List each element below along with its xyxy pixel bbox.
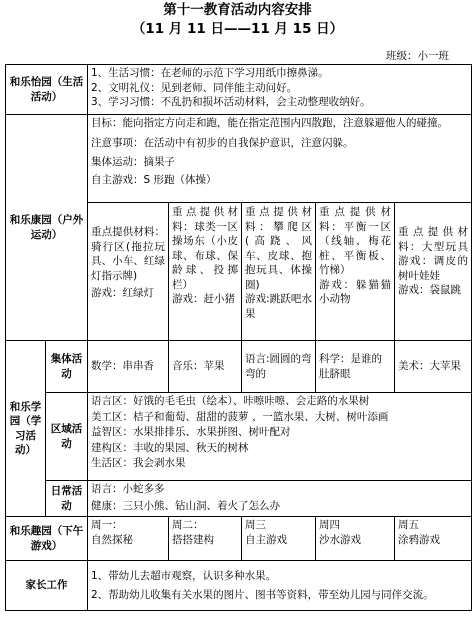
daily-activity-content [88, 481, 472, 517]
outdoor-caution: 注意事项：在活动中有初步的自我保护意识，注意闪躲。 [91, 136, 354, 149]
afternoon-game: 搭搭建构 [172, 533, 214, 546]
life-head: 和乐怡园（生活活动） [6, 65, 88, 115]
afternoon-day: 周五 [398, 519, 419, 531]
daily-item: 语言：小蛇多多 [91, 483, 165, 495]
zone-materials: 重点提供材料：球类一区操场东（小皮球、布球、保龄球、投掷栏） [172, 206, 238, 291]
afternoon-day-cell [316, 517, 395, 561]
daily-activity-row [6, 481, 472, 517]
zone-cell [395, 203, 472, 341]
zone-cell [88, 203, 169, 341]
afternoon-day: 周二： [172, 519, 204, 531]
zone-game: 游戏：赶小猪 [172, 293, 235, 305]
group-activity-item: 科学：是谁的肚脐眼 [316, 341, 395, 393]
group-activity-row [6, 341, 472, 393]
area-item: 生活区：我会剥水果 [91, 457, 186, 469]
group-activity-item: 美术：大苹果 [395, 341, 472, 393]
outdoor-goal-cell [88, 115, 472, 203]
family-content [88, 561, 472, 611]
area-item: 建构区：丰收的果园、秋天的树林 [91, 441, 249, 454]
zone-cell [169, 203, 242, 341]
group-activity-head: 集体活动 [46, 341, 88, 393]
schedule-table [5, 64, 472, 611]
zone-cell [316, 203, 395, 341]
afternoon-day: 周三 [245, 519, 266, 531]
life-content [88, 65, 472, 115]
outdoor-goal: 目标：能向指定方向走和跑，能在指定范围内四散跑，注意躲避他人的碰撞。 [91, 117, 448, 129]
zone-cell [242, 203, 316, 341]
daily-activity-head: 日常活动 [46, 481, 88, 517]
outdoor-head: 和乐康园（户外运动） [6, 115, 88, 341]
learning-head: 和乐学园（学习活动） [6, 341, 46, 517]
afternoon-day-cell [169, 517, 242, 561]
afternoon-game: 自然探秘 [91, 533, 133, 546]
area-item: 美工区：桔子和葡萄、甜甜的菠萝 、一篮水果、大树、树叶添画 [91, 410, 389, 423]
outdoor-goal-row [6, 115, 472, 203]
afternoon-row [6, 517, 472, 561]
area-activity-head: 区域活动 [46, 393, 88, 481]
area-item: 益智区：水果排排乐、水果拼图、树叶配对 [91, 426, 291, 438]
class-label: 班级：小一班 [386, 50, 449, 62]
zone-game: 游戏：躲猫猫小动物 [319, 278, 391, 305]
afternoon-day: 周四 [319, 519, 340, 531]
family-head: 家长工作 [6, 561, 88, 611]
group-activity-item: 数学：串串香 [88, 341, 169, 393]
zone-materials: 重点提供材料：攀爬区(高跷、风车、皮球、抱抱玩具、体操圈) [245, 206, 312, 291]
afternoon-day-cell [242, 517, 316, 561]
afternoon-game: 自主游戏 [245, 533, 287, 546]
zone-game: 游戏：袋鼠跳 [398, 284, 461, 296]
group-activity-item: 音乐：苹果 [169, 341, 242, 393]
outdoor-group: 集体运动：摘果子 [91, 156, 175, 168]
afternoon-game: 涂鸦游戏 [398, 533, 440, 546]
zone-materials: 重点提供材料：大型玩具游戏：调皮的树叶娃娃 [398, 226, 469, 282]
zone-game: 游戏:跳跃吧水果 [245, 293, 312, 320]
family-row [6, 561, 472, 611]
afternoon-day: 周一： [91, 519, 123, 531]
life-item: 1、生活习惯：在老师的示范下学习用纸巾擦鼻涕。 [91, 67, 329, 79]
date-range: （11 月 11 日——11 月 15 日） [131, 21, 344, 37]
area-activity-content [88, 393, 472, 481]
family-item: 1、带幼儿去超市观察，认识多种水果。 [91, 569, 277, 582]
area-activity-row [6, 393, 472, 481]
afternoon-day-cell [395, 517, 472, 561]
afternoon-day-cell [88, 517, 169, 561]
daily-item: 健康：三只小熊、钻山洞、着火了怎么办 [91, 499, 280, 512]
page-title: 第十一教育活动内容安排 [163, 2, 312, 18]
life-row [6, 65, 472, 115]
area-item: 语言区：好饿的毛毛虫（绘本）、咔嚓咔嚓、会走路的水果树 [91, 395, 370, 407]
zone-materials: 重点提供材料：平衡一区（线轴、梅花桩、平衡板、竹梯） [319, 206, 391, 276]
afternoon-head: 和乐趣园（下午游戏） [6, 517, 88, 561]
family-item: 2、帮助幼儿收集有关水果的图片、图书等资料，带至幼儿园与同伴交流。 [91, 589, 434, 601]
outdoor-free: 自主游戏：S 形跑（体操） [91, 173, 217, 186]
life-item: 2、文明礼仪：见到老师、同伴能主动问好。 [91, 81, 298, 94]
zone-game: 游戏：红绿灯 [91, 287, 154, 299]
zone-materials: 重点提供材料：骑行区(拖拉玩具、小车、红绿灯指示牌) [91, 226, 165, 282]
afternoon-game: 沙水游戏 [319, 533, 361, 546]
group-activity-item: 语言:圆圆的弯弯的 [242, 341, 316, 393]
life-item: 3、学习习惯：不乱扔和损坏活动材料，会主动整理收纳好。 [91, 96, 371, 108]
